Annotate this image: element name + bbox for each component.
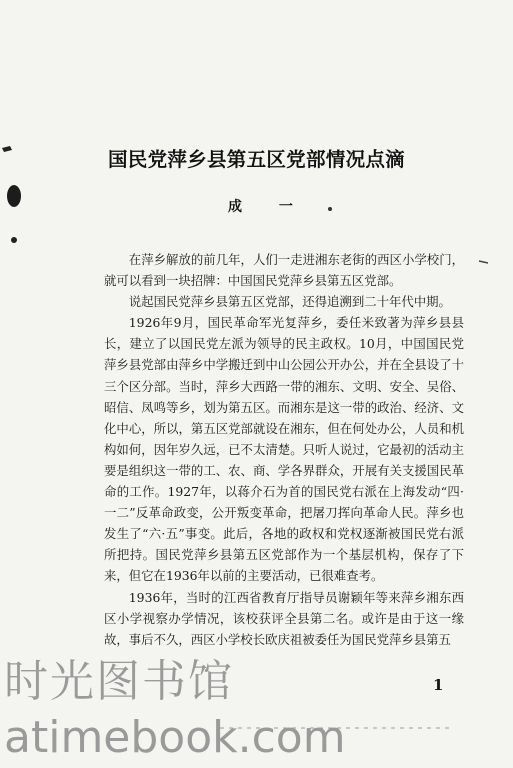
author-name: 成 一 [228, 199, 309, 215]
scan-mark-decoration [478, 256, 490, 268]
paragraph: 在萍乡解放的前几年，人们一走进湘东老街的西区小学校门，就可以看到一块招牌：中国国民党萍乡县第五区党部。 [104, 252, 464, 289]
paragraph: 1926年9月，国民革命军光复萍乡，委任米致著为萍乡县县长，建立了以国民党左派为领导的民主政权。10月，中国国民党萍乡县党部由萍乡中学搬迁到中山公园公开办公，并在全县设了十三个区分部。当时，萍乡大西路一带的湘东、文明、安全、吴俗、昭信、凤鸣等乡，划为第五区。而湘东是这一带的政治、经济、文化中心，所以，第五区党部就设在湘东，但在何处办公，人员和机构如何，因年岁久远，已不太清楚。只听人说过，它最初的活动主要是组织这一带的工、农、商、学各界群众，开展有关支援国民革命的工作。1927年，以蒋介石为首的国民党右派在上海发动“四·一二”反革命政变，公开叛变革命，把屠刀挥向革命人民。萍乡也发生了“六·五”事变。此后，各地的政权和党权逐渐被国民党右派所把持。国民党萍乡县第五区党部作为一个基层机构，保存了下来，但它在1936年以前的主要活动，已很难查考。 [104, 315, 464, 584]
page-number: 1 [433, 676, 444, 694]
paragraph: 说起国民党萍乡县第五区党部，还得追溯到二十年代中期。 [128, 294, 451, 310]
article-title: 国民党萍乡县第五区党部情况点滴 [107, 148, 405, 171]
watermark-url: atimebook.com [4, 712, 346, 763]
scan-mark-decoration [326, 205, 334, 213]
paragraph: 1936年，当时的江西省教育厅指导员谢颖年等来萍乡湘东西区小学视察办学情况，该校获评全县第二名。或许是由于这一缘故，事后不久，西区小学校长欧庆祖被委任为国民党萍乡县第五 [104, 589, 464, 647]
watermark-text-cn: 时光图书馆 [4, 656, 234, 707]
article-body [104, 249, 464, 650]
